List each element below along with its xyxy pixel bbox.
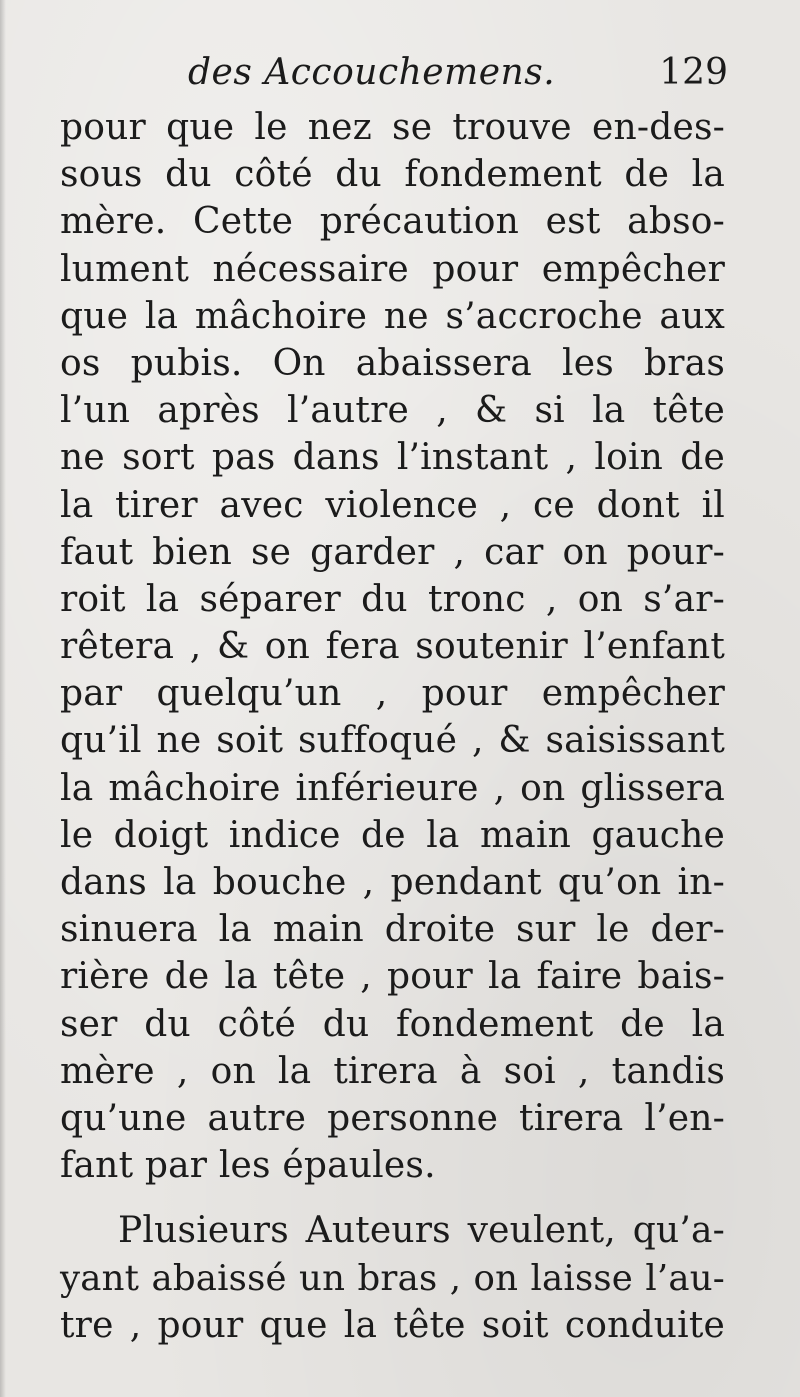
text-line: Plusieurs Auteurs veulent, qu’a- (118, 1210, 725, 1252)
text-line: pour que le nez se trouve en-des- (60, 107, 725, 148)
text-line: rêtera , & on fera soutenir l’enfant (60, 626, 725, 668)
text-line: faut bien se garder , car on pour- (60, 531, 725, 573)
page-number: 129 (659, 52, 728, 93)
text-line: la mâchoire inférieure , on glissera (60, 767, 725, 809)
paragraph-1 (60, 104, 725, 1189)
text-line: l’un après l’autre , & si la tête (60, 390, 725, 432)
paragraph-gap (60, 1189, 725, 1207)
text-line: sinuera la main droite sur le der- (60, 909, 725, 951)
text-line: dans la bouche , pendant qu’on in- (60, 862, 725, 903)
text-line: tre , pour que la tête soit conduite (60, 1304, 725, 1346)
running-head: des Accouchemens. (188, 52, 556, 93)
text-line: ne sort pas dans l’instant , loin de (60, 437, 725, 479)
text-line: qu’il ne soit suffoqué , & saisissant (60, 720, 725, 762)
text-line: que la mâchoire ne s’accroche aux (60, 295, 725, 337)
text-line: qu’une autre personne tirera l’en- (60, 1097, 725, 1139)
text-line: par quelqu’un , pour empêcher (60, 673, 725, 715)
text-line: roit la séparer du tronc , on s’ar- (60, 578, 725, 620)
page-header (188, 52, 728, 96)
text-line: yant abaissé un bras , on laisse l’au- (60, 1257, 725, 1299)
body-text (60, 104, 725, 1349)
text-line: la tirer avec violence , ce dont il (60, 484, 725, 526)
text-line: lument nécessaire pour empêcher (60, 248, 725, 290)
text-line: le doigt indice de la main gauche (60, 814, 725, 856)
text-line: mère , on la tirera à soi , tandis (60, 1050, 725, 1092)
text-line: fant par les épaules. (60, 1145, 436, 1187)
page-edge-shadow (0, 0, 6, 1397)
text-line: rière de la tête , pour la faire bais- (60, 956, 725, 998)
text-line: os pubis. On abaissera les bras (60, 342, 725, 384)
text-line: mère. Cette précaution est abso- (60, 201, 725, 243)
text-line: ser du côté du fondement de la (60, 1003, 725, 1045)
paragraph-2 (60, 1207, 725, 1349)
text-line: sous du côté du fondement de la (60, 154, 725, 196)
